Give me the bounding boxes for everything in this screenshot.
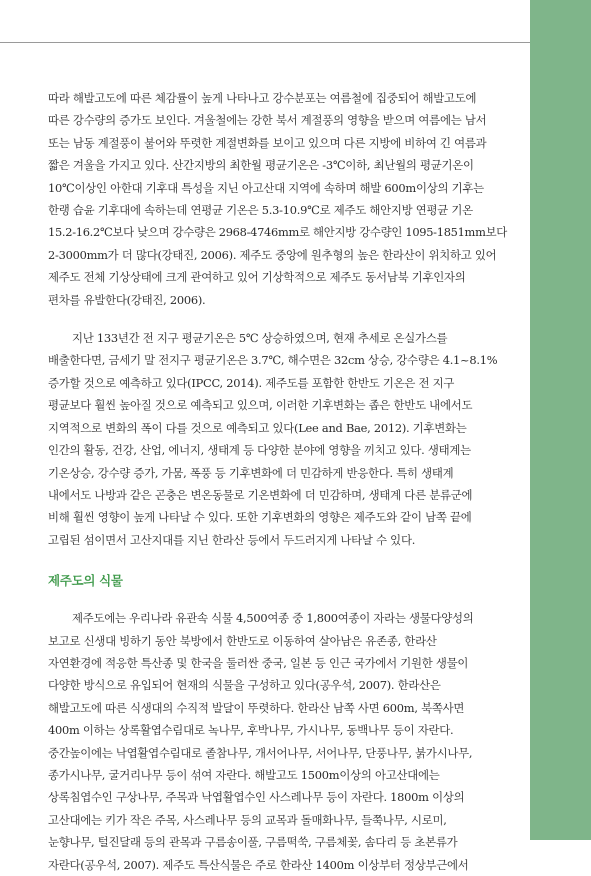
section-heading: 제주도의 식물 <box>48 573 123 589</box>
page-body <box>48 87 508 876</box>
text-line: 종가시나무, 굴거리나무 등이 섞여 자란다. 해발고도 1500m이상의 아고산대에는 <box>48 767 440 782</box>
paragraph-climate-change <box>48 327 508 551</box>
text-line: 자란다(공우석, 2007). 제주도 특산식물은 주로 한라산 1400m 이상부터 정상부근에서 <box>48 857 469 872</box>
text-line: 한랭 습윤 기후대에 속하는데 연평균 기온은 5.3-10.9℃로 제주도 해안지방 연평균 기온 <box>48 203 473 218</box>
chapter-side-tab <box>530 0 591 840</box>
text-line: 자연환경에 적응한 특산종 및 한국을 둘러싼 중국, 일본 등 인근 국가에서 기원한 생물이 <box>48 655 469 670</box>
text-line: 인간의 활동, 건강, 산업, 에너지, 생태계 등 다양한 분야에 영향을 끼치고 있다. 생태계는 <box>48 443 471 458</box>
text-line: 고립된 섬이면서 고산지대를 지닌 한라산 등에서 두드러지게 나타날 수 있다. <box>48 532 416 547</box>
paragraph-climate-characteristics <box>48 87 508 311</box>
text-line: 400m 이하는 상록활엽수림대로 녹나무, 후박나무, 가시나무, 동백나무 등이 자란다. <box>48 723 454 738</box>
text-line: 지역적으로 변화의 폭이 다를 것으로 예측되고 있다(Lee and Bae, 2012). 기후변화는 <box>48 420 467 435</box>
text-line: 비해 훨씬 영향이 높게 나타날 수 있다. 또한 기후변화의 영향은 제주도와 같이 남쪽 끝에 <box>48 510 472 525</box>
text-line: 다양한 방식으로 유입되어 현재의 식물을 구성하고 있다(공우석, 2007). 한라산은 <box>48 678 441 693</box>
text-line: 지난 133년간 전 지구 평균기온은 5℃ 상승하였으며, 현재 추세로 온실가스를 <box>72 331 448 346</box>
text-line: 10℃이상인 아한대 기후대 특성을 지닌 아고산대 지역에 속하며 해발 600m이상의 기후는 <box>48 180 484 195</box>
paragraph-jeju-flora <box>48 607 508 876</box>
text-line: 편차를 유발한다(강태진, 2006). <box>48 292 206 307</box>
text-line: 또는 남동 계절풍이 불어와 뚜렷한 계절변화를 보이고 있으며 다른 지방에 비하여 긴 여름과 <box>48 135 487 150</box>
header-rule <box>0 42 530 43</box>
text-line: 따른 강수량의 증가도 보인다. 겨울철에는 강한 북서 계절풍의 영향을 받으며 여름에는 남서 <box>48 113 487 128</box>
text-line: 중간높이에는 낙엽활엽수림대로 졸참나무, 개서어나무, 서어나무, 단풍나무, 붉가시나무, <box>48 745 473 760</box>
text-line: 기온상승, 강수량 증가, 가뭄, 폭풍 등 기후변화에 더 민감하게 반응한다. 특히 생태계 <box>48 465 454 480</box>
text-line: 제주도 전체 기상상태에 크게 관여하고 있어 기상학적으로 제주도 동서남북 기후인자의 <box>48 270 466 285</box>
text-line: 평균보다 훨씬 높아질 것으로 예측되고 있으며, 이러한 기후변화는 좁은 한반도 내에서도 <box>48 398 473 413</box>
text-line: 제주도에는 우리나라 유관속 식물 4,500여종 중 1,800여종이 자라는 생물다양성의 <box>72 611 474 626</box>
text-line: 보고로 신생대 빙하기 동안 북방에서 한반도로 이동하여 살아남은 유존종, 한라산 <box>48 633 437 648</box>
text-line: 15.2-16.2℃보다 낮으며 강수량은 2968-4746mm로 해안지방 강수량인 1095-1851mm보다 <box>48 225 507 240</box>
text-line: 내에서도 나방과 같은 곤충은 변온동물로 기온변화에 더 민감하며, 생태계 다른 분류군에 <box>48 487 473 502</box>
text-line: 2-3000mm가 더 많다(강태진, 2006). 제주도 중앙에 원추형의 높은 한라산이 위치하고 있어 <box>48 247 497 262</box>
text-line: 상록침엽수인 구상나무, 주목과 낙엽활엽수인 사스레나무 등이 자란다. 1800m 이상의 <box>48 790 465 805</box>
text-line: 증가할 것으로 예측하고 있다(IPCC, 2014). 제주도를 포함한 한반도 기온은 전 지구 <box>48 375 455 390</box>
text-line: 해발고도에 따른 식생대의 수직적 발달이 뚜렷하다. 한라산 남쪽 사면 600m, 북쪽사면 <box>48 700 465 715</box>
text-line: 배출한다면, 금세기 말 전지구 평균기온은 3.7℃, 해수면은 32cm 상승, 강수량은 4.1~8.1% <box>48 353 498 368</box>
text-line: 고산대에는 키가 작은 주목, 사스레나무 등의 교목과 돌매화나무, 들쭉나무, 시로미, <box>48 812 447 827</box>
text-line: 짧은 겨울을 가지고 있다. 산간지방의 최한월 평균기온은 -3℃이하, 최난월의 평균기온이 <box>48 158 474 173</box>
text-line: 눈향나무, 털진달래 등의 관목과 구름송이풀, 구름떡쑥, 구름체꽃, 솜다리 등 초본류가 <box>48 835 458 850</box>
text-line: 따라 해발고도에 따른 체감률이 높게 나타나고 강수분포는 여름철에 집중되어 해발고도에 <box>48 91 477 105</box>
